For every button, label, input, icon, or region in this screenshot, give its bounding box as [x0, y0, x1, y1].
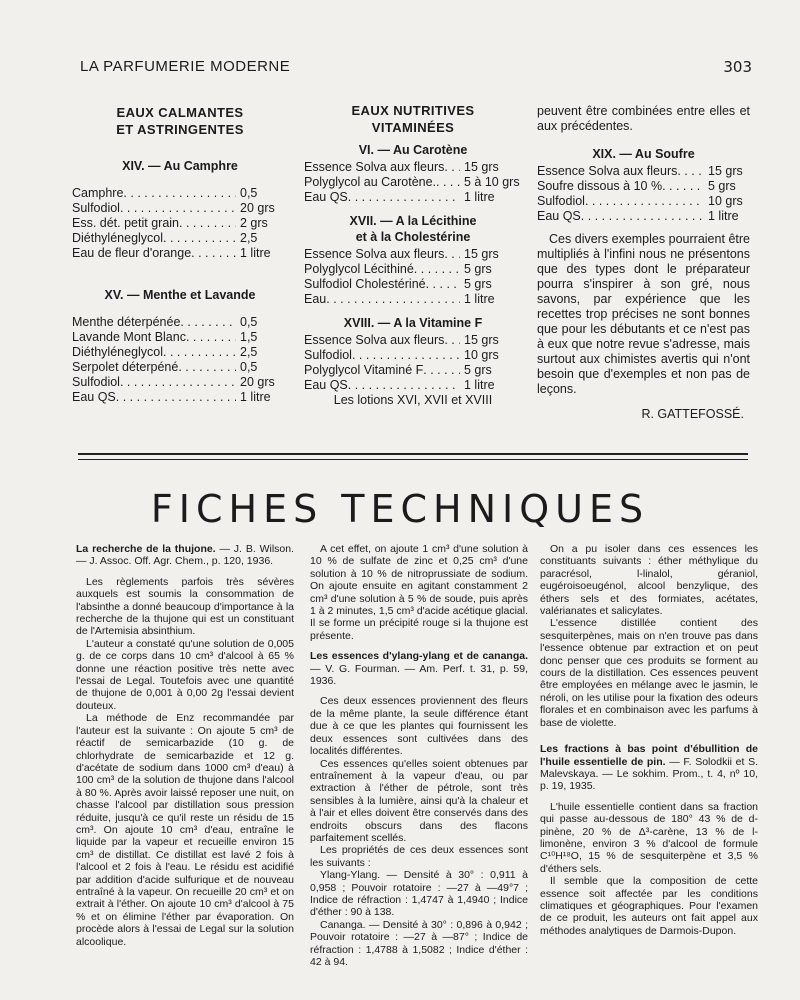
- ingredient-name: Lavande Mont Blanc: [72, 330, 186, 344]
- ingredient-qty: 1 litre: [464, 292, 495, 306]
- recipe-item: [304, 333, 522, 348]
- ingredient-name: Essence Solva aux fleurs: [304, 247, 445, 261]
- paragraph: Ces essences qu'elles soient obtenues par entraînement à la vapeur d'eau, ou par extraction à l'éther de pétrole, sont très sensibles à la lumière, ainsi qu'à la chaleur et à l'air et elles doivent être conservés dans des endroits obscurs dans des flacons parfaitement scellés.: [310, 757, 528, 844]
- recipe-item: [72, 375, 288, 390]
- recipe-list: [304, 247, 522, 307]
- article-source: — J. B. Wilson. — J. Assoc. Off. Agr. Chem., p. 120, 1936.: [76, 543, 294, 568]
- column-eaux-nutritives: [304, 102, 522, 408]
- recipe-list: [304, 333, 522, 393]
- ingredient-qty: 15 grs: [708, 164, 743, 178]
- article-reference: [76, 543, 294, 568]
- ingredient-qty: 0,5: [240, 186, 258, 200]
- ingredient-name: Eau QS: [304, 190, 348, 204]
- recipe-title: et à la Cholestérine: [355, 230, 471, 244]
- article-title: Les essences d'ylang-ylang et de cananga.: [310, 650, 528, 663]
- ingredient-qty: 20 grs: [240, 375, 275, 389]
- ingredient-qty: 10 grs: [708, 194, 743, 208]
- paragraph: Il semble que la composition de cette essence soit affectée par les conditions climatiques et géographiques. Pour l'examen de ce produit, les auteurs ont fait appel aux méthodes analytiques de Darmois-Dupon.: [540, 875, 758, 937]
- recipe-title: XV. — Menthe et Lavande: [104, 288, 256, 302]
- article-source: — F. Solodkii et S. Malevskaya. — Le sokhim. Prom., t. 4, nº 10, p. 19, 1935.: [540, 755, 758, 793]
- ingredient-name: Serpolet déterpéné: [72, 360, 179, 374]
- section-title: FICHES TECHNIQUES: [150, 487, 650, 531]
- divider-thick: [78, 453, 748, 455]
- ingredient-name: Essence Solva aux fleurs: [304, 333, 445, 347]
- ingredient-qty: 10 grs: [464, 348, 499, 362]
- recipe-title: XIX. — Au Soufre: [592, 147, 695, 161]
- recipe-item: [304, 292, 522, 307]
- ingredient-name: Eau QS: [72, 390, 116, 404]
- ingredient-name: Eau QS: [537, 209, 581, 223]
- article-reference: [310, 650, 528, 687]
- ingredient-name: Polyglycol Lécithiné: [304, 262, 414, 276]
- lotions-note: Les lotions XVI, XVII et XVIII: [333, 393, 493, 407]
- recipe-item: [304, 363, 522, 378]
- ingredient-name: Sulfodiol: [537, 194, 585, 208]
- ingredient-name: Eau: [304, 292, 327, 306]
- ingredient-name: Eau QS: [304, 378, 348, 392]
- ingredient-qty: 0,5: [240, 360, 258, 374]
- recipe-item: [304, 262, 522, 277]
- recipe-title: XIV. — Au Camphre: [122, 159, 238, 173]
- ingredient-qty: 5 grs: [464, 363, 492, 377]
- recipe-item: [304, 348, 522, 363]
- author-signature: R. GATTEFOSSÉ.: [641, 407, 744, 421]
- fiche-column-3: [540, 543, 758, 937]
- ingredient-qty: 1 litre: [464, 378, 495, 392]
- ingredient-qty: 1 litre: [240, 390, 271, 404]
- recipe-item: [72, 231, 288, 246]
- recipe-item: [304, 277, 522, 292]
- section-heading-line: EAUX NUTRITIVES: [351, 103, 475, 118]
- ingredient-qty: 0,5: [240, 315, 258, 329]
- paragraph: L'huile essentielle contient dans sa fraction qui passe au-dessous de 180° 43 % de d-pinène, 20 % de Δ³-carène, 13 % de l-limonène, environ 3 % d'alcool de formule C¹⁰H¹⁸O, 15 % de sesquiterpène et 3,5 % d'éthers sels.: [540, 800, 758, 875]
- paragraph: Les règlements parfois très sévères auxquels est soumis la consommation de l'absinthe a donné beaucoup d'importance à la recherche de la thujone qui est un constituant de l'Artemisia absinthium.: [76, 575, 294, 638]
- article-reference: [540, 743, 758, 793]
- paragraph: Les propriétés de ces deux essences sont les suivants :: [310, 844, 528, 869]
- recipe-item: [304, 190, 522, 205]
- ingredient-qty: 2 grs: [240, 216, 268, 230]
- ingredient-name: Sulfodiol: [304, 348, 352, 362]
- ingredient-qty: 2,5: [240, 345, 258, 359]
- ingredient-name: Ess. dét. petit grain: [72, 216, 180, 230]
- ingredient-name: Sulfodiol: [72, 375, 120, 389]
- paragraph: Ylang-Ylang. — Densité à 30° : 0,911 à 0,958 ; Pouvoir rotatoire : —27 à —49°7 ; Indice de réfraction : 1,4747 à 1,4940 ; Indice d'éther : 90 à 138.: [310, 869, 528, 919]
- recipe-item: [72, 246, 288, 261]
- recipe-item: [304, 175, 522, 190]
- ingredient-qty: 2,5: [240, 231, 258, 245]
- ingredient-name: Diéthyléneglycol: [72, 345, 164, 359]
- recipe-item: [537, 164, 750, 179]
- fiche-column-2: [310, 543, 528, 968]
- recipe-item: [72, 201, 288, 216]
- page-number: 303: [723, 58, 752, 76]
- column-soufre: [537, 104, 750, 422]
- recipe-item: [72, 360, 288, 375]
- recipe-title: XVIII. — A la Vitamine F: [343, 316, 483, 330]
- recipe-item: [304, 247, 522, 262]
- recipe-item: [304, 378, 522, 393]
- article-title: La recherche de la thujone.: [76, 543, 216, 555]
- recipe-list: [304, 160, 522, 205]
- ingredient-qty: 5 grs: [708, 179, 736, 193]
- ingredient-name: Essence Solva aux fleurs: [537, 164, 678, 178]
- ingredient-name: Polyglycol au Carotène.: [304, 175, 437, 189]
- section-heading-line: VITAMINÉES: [371, 120, 455, 135]
- recipe-item: [72, 390, 288, 405]
- running-head: LA PARFUMERIE MODERNE: [80, 58, 291, 75]
- divider-thin: [78, 459, 748, 460]
- ingredient-qty: 5 à 10 grs: [464, 175, 520, 189]
- ingredient-qty: 1,5: [240, 330, 258, 344]
- recipe-list: [537, 164, 750, 224]
- recipe-title: XVII. — A la Lécithine: [349, 214, 477, 228]
- ingredient-qty: 15 grs: [464, 160, 499, 174]
- fiche-column-1: [76, 543, 294, 948]
- ingredient-name: Menthe déterpénée: [72, 315, 181, 329]
- column-eaux-calmantes: [72, 104, 288, 405]
- section-heading-line: ET ASTRINGENTES: [116, 122, 244, 137]
- ingredient-qty: 15 grs: [464, 333, 499, 347]
- ingredient-qty: 5 grs: [464, 262, 492, 276]
- recipe-item: [72, 186, 288, 201]
- ingredient-qty: 1 litre: [464, 190, 495, 204]
- recipe-item: [72, 315, 288, 330]
- ingredient-name: Polyglycol Vitaminé F: [304, 363, 424, 377]
- ingredient-name: Essence Solva aux fleurs: [304, 160, 445, 174]
- article-source: — V. G. Fourman. — Am. Perf. t. 31, p. 59, 1936.: [310, 662, 528, 688]
- intro-text: peuvent être combinées entre elles et aux précédentes.: [537, 104, 750, 133]
- ingredient-name: Eau de fleur d'orange: [72, 246, 192, 260]
- ingredient-qty: 5 grs: [464, 277, 492, 291]
- ingredient-qty: 15 grs: [464, 247, 499, 261]
- recipe-item: [72, 216, 288, 231]
- ingredient-qty: 1 litre: [708, 209, 739, 223]
- recipe-list: [72, 315, 288, 405]
- ingredient-name: Diéthyléneglycol: [72, 231, 164, 245]
- recipe-item: [72, 345, 288, 360]
- closing-text: Ces divers exemples pourraient être multipliés à l'infini nous ne présentons que des types dont le préparateur pourra s'inspirer à son gré, nous savons, par expérience que les recettes trop précises ne sont bonnes que pour les débutants et ce n'est pas à eux que notre revue s'adresse, mais surtout aux chimistes avertis qui n'ont besoin que d'exemples et non pas de leçons.: [537, 232, 750, 396]
- ingredient-name: Soufre dissous à 10 %: [537, 179, 663, 193]
- ingredient-name: Sulfodiol: [72, 201, 120, 215]
- recipe-item: [72, 330, 288, 345]
- ingredient-qty: 1 litre: [240, 246, 271, 260]
- paragraph: La méthode de Enz recommandée par l'auteur est la suivante : On ajoute 5 cm³ de réactif de semicarbazide (10 g. de chlorhydrate de semicarbazide et 12 g. d'acétate de sodium dans 1000 cm³ d'eau) à 100 cm³ de la solution de thujone dans l'alcool à 80 %. Après avoir laissé reposer une nuit, on chasse l'alcool par distillation sous pression réduite, jusqu'à ce qu'il reste un résidu de 15 cm³. On ajoute 10 cm³ d'eau, entraîne le liquide par la vapeur et recueille environ 15 cm³ de distillat. Ce distillat est lavé 2 fois à l'alcool et 2 fois à l'eau. Le résidu est acidifié par addition d'acide sulfurique et de nouveau entraîné à la vapeur. On recueille 20 cm³ et on extrait à l'éther. On ajoute 10 cm³ d'alcool à 75 % et on élimine l'éther par évaporation. On procède alors à l'essai de Legal sur la solution alcoolique.: [76, 712, 294, 948]
- paragraph: A cet effet, on ajoute 1 cm³ d'une solution à 10 % de sulfate de zinc et 0,25 cm³ d'une solution à 10 % de nitroprussiate de sodium. On ajoute ensuite en agitant constamment 2 cm³ d'une solution à 5 % de soude, puis après 1 à 2 minutes, 1,5 cm³ d'acide acétique glacial. Il se forme un précipité rouge si la thujone est présente.: [310, 543, 528, 642]
- recipe-item: [537, 194, 750, 209]
- ingredient-name: Sulfodiol Cholestériné: [304, 277, 426, 291]
- recipe-title: VI. — Au Carotène: [358, 143, 468, 157]
- recipe-item: [537, 179, 750, 194]
- ingredient-name: Camphre: [72, 186, 124, 200]
- recipe-item: [537, 209, 750, 224]
- paragraph: Cananga. — Densité à 30° : 0,896 à 0,942 ; Pouvoir rotatoire : —27 à —87° ; Indice de réfraction : 1,4788 à 1,5082 ; Indice d'éther : 42 à 94.: [310, 918, 528, 968]
- article-title: Les fractions à bas point d'ébullition de l'huile essentielle de pin.: [540, 743, 758, 768]
- paragraph: Ces deux essences proviennent des fleurs de la même plante, la seule différence étant due à ce que les plantes qui fournissent les deux essences sont cultivées dans des localités différentes.: [310, 695, 528, 758]
- section-heading-line: EAUX CALMANTES: [116, 105, 244, 120]
- recipe-list: [72, 186, 288, 261]
- paragraph: L'auteur a constaté qu'une solution de 0,005 g. de ce corps dans 10 cm³ d'alcool à 65 % donne une réaction positive très nette avec l'essai de Legal. Toutefois avec une quantité de thujone de 0,001 à 0,00 2g l'essai devient douteux.: [76, 637, 294, 712]
- paragraph: On a pu isoler dans ces essences les constituants suivants : éther méthylique du paracrésol, l-linalol, géraniol, eugéroisoeugénol, alcool benzylique, des éthers sels et des formiates, acétates, valérianates et salicylates.: [540, 543, 758, 618]
- recipe-item: [304, 160, 522, 175]
- paragraph: L'essence distillée contient des sesquiterpènes, mais on n'en trouve pas dans l'essence obtenue par extraction et on peut donc penser que ces produits se forment au cours de la distillation. Ces essences peuvent être employées en mélange avec le jasmin, le néroli, on les utilise pour la fixation des odeurs florales et en combinaison avec les parfums à base de violette.: [540, 617, 758, 729]
- ingredient-qty: 20 grs: [240, 201, 275, 215]
